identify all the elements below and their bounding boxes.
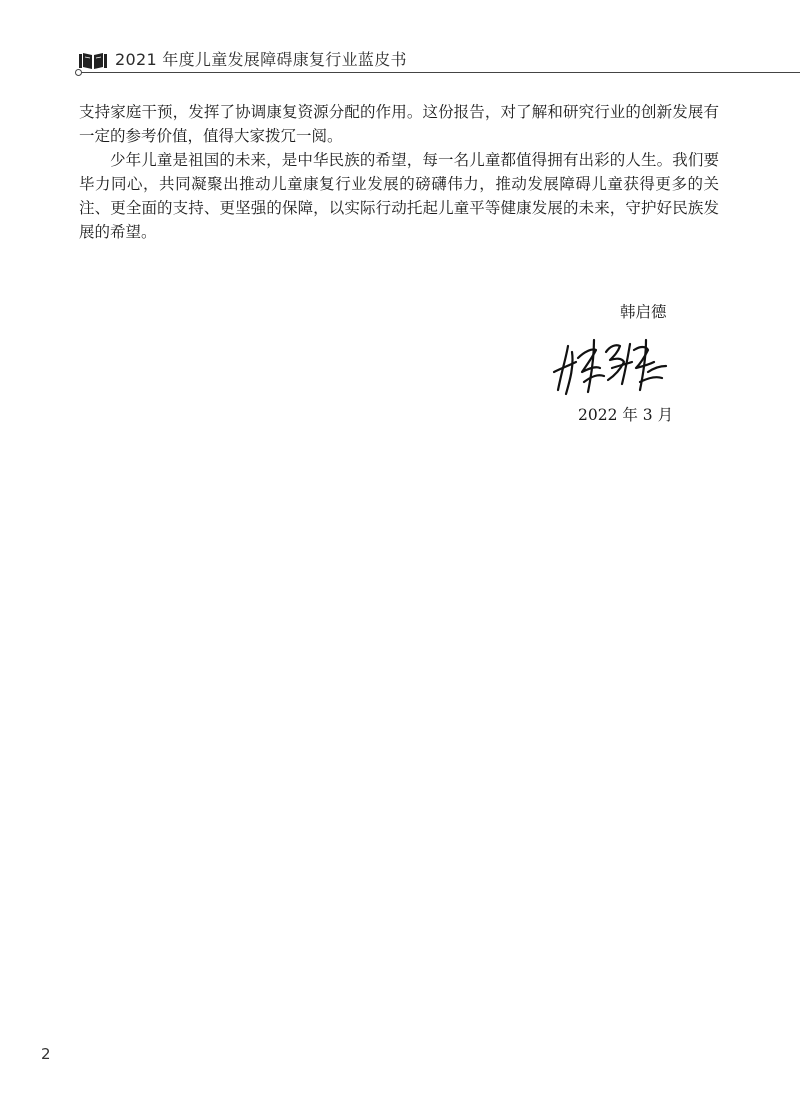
header-divider xyxy=(79,72,800,73)
open-book-icon xyxy=(79,50,107,70)
paragraph-future xyxy=(79,148,719,244)
page-number: 2 xyxy=(41,1045,51,1063)
page-header xyxy=(0,0,800,76)
text-line: 有一定的参考价值，值得大家拨冗一阅。 xyxy=(79,103,719,145)
header-divider-dot xyxy=(75,69,82,76)
paragraph-continued xyxy=(79,100,719,148)
text-line: 要毕力同心，共同凝聚出推动儿童康复行业发展的磅礴伟力，推动发展障碍儿童获得更多的 xyxy=(79,151,719,193)
text-line: 支持家庭干预，发挥了协调康复资源分配的作用。这份报告，对了解和研究行业的创新发展 xyxy=(79,103,704,121)
author-name: 韩启德 xyxy=(620,303,667,321)
body-text xyxy=(79,100,719,244)
header-title: 2021 年度儿童发展障碍康复行业蓝皮书 xyxy=(115,50,407,69)
date: 2022 年 3 月 xyxy=(578,406,674,424)
handwritten-signature xyxy=(548,332,678,402)
text-line: 少年儿童是祖国的未来，是中华民族的希望，每一名儿童都值得拥有出彩的人生。我们 xyxy=(110,151,704,169)
text-line: 族发展的希望。 xyxy=(79,199,719,241)
text-line: 关注、更全面的支持、更坚强的保障，以实际行动托起儿童平等健康发展的未来，守护好民 xyxy=(79,175,719,217)
